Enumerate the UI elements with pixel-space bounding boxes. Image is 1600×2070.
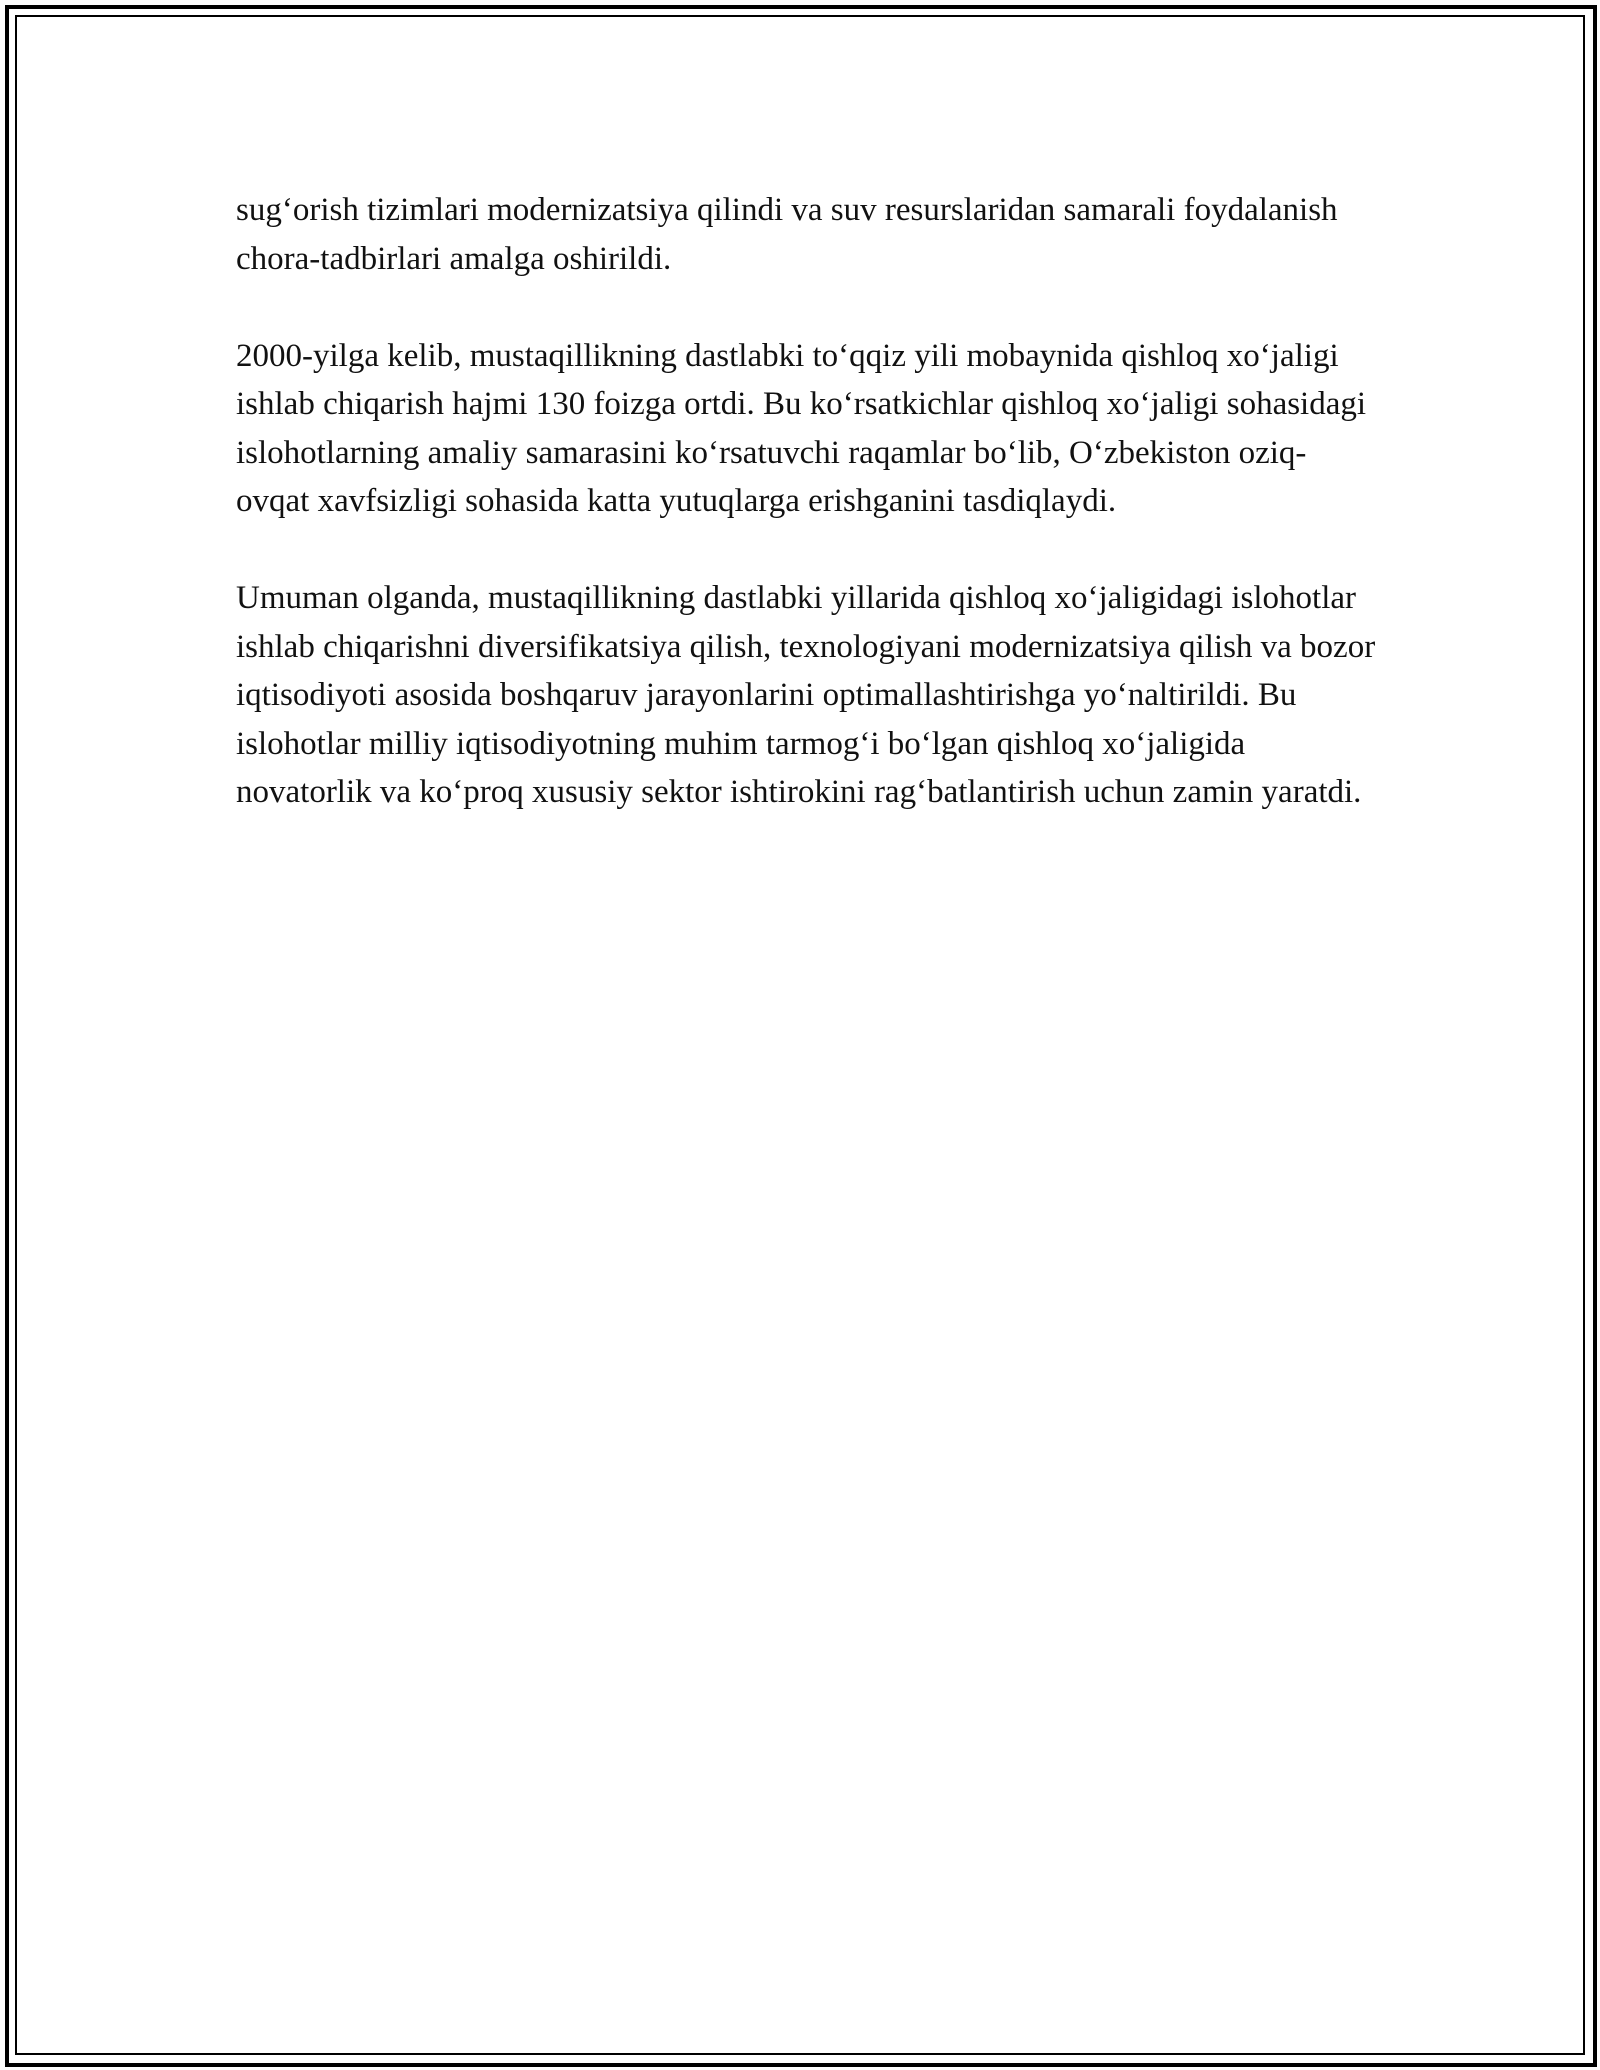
document-body	[236, 186, 1376, 865]
paragraph-2: 2000-yilga kelib, mustaqillikning dastlabki to‘qqiz yili mobaynida qishloq xo‘jaligi ishlab chiqarish hajmi 130 foizga ortdi. Bu ko‘rsatkichlar qishloq xo‘jaligi sohasidagi islohotlarning amaliy samarasini ko‘rsatuvchi raqamlar bo‘lib, O‘zbekiston oziq-ovqat xavfsizligi sohasida katta yutuqlarga erishganini tasdiqlaydi.	[236, 337, 1367, 519]
paragraph-3: Umuman olganda, mustaqillikning dastlabki yillarida qishloq xo‘jaligidagi islohotlar ishlab chiqarishni diversifikatsiya qilish, texnologiyani modernizatsiya qilish va bozor iqtisodiyoti asosida boshqaruv jarayonlarini optimallashtirishga yo‘naltirildi. Bu islohotlar milliy iqtisodiyotning muhim tarmog‘i bo‘lgan qishloq xo‘jaligida novatorlik va ko‘proq xususiy sektor ishtirokini rag‘batlantirish uchun zamin yaratdi.	[236, 580, 1376, 810]
paragraph-1: sug‘orish tizimlari modernizatsiya qilindi va suv resurslaridan samarali foydalanish chora-tadbirlari amalga oshirildi.	[236, 192, 1338, 277]
